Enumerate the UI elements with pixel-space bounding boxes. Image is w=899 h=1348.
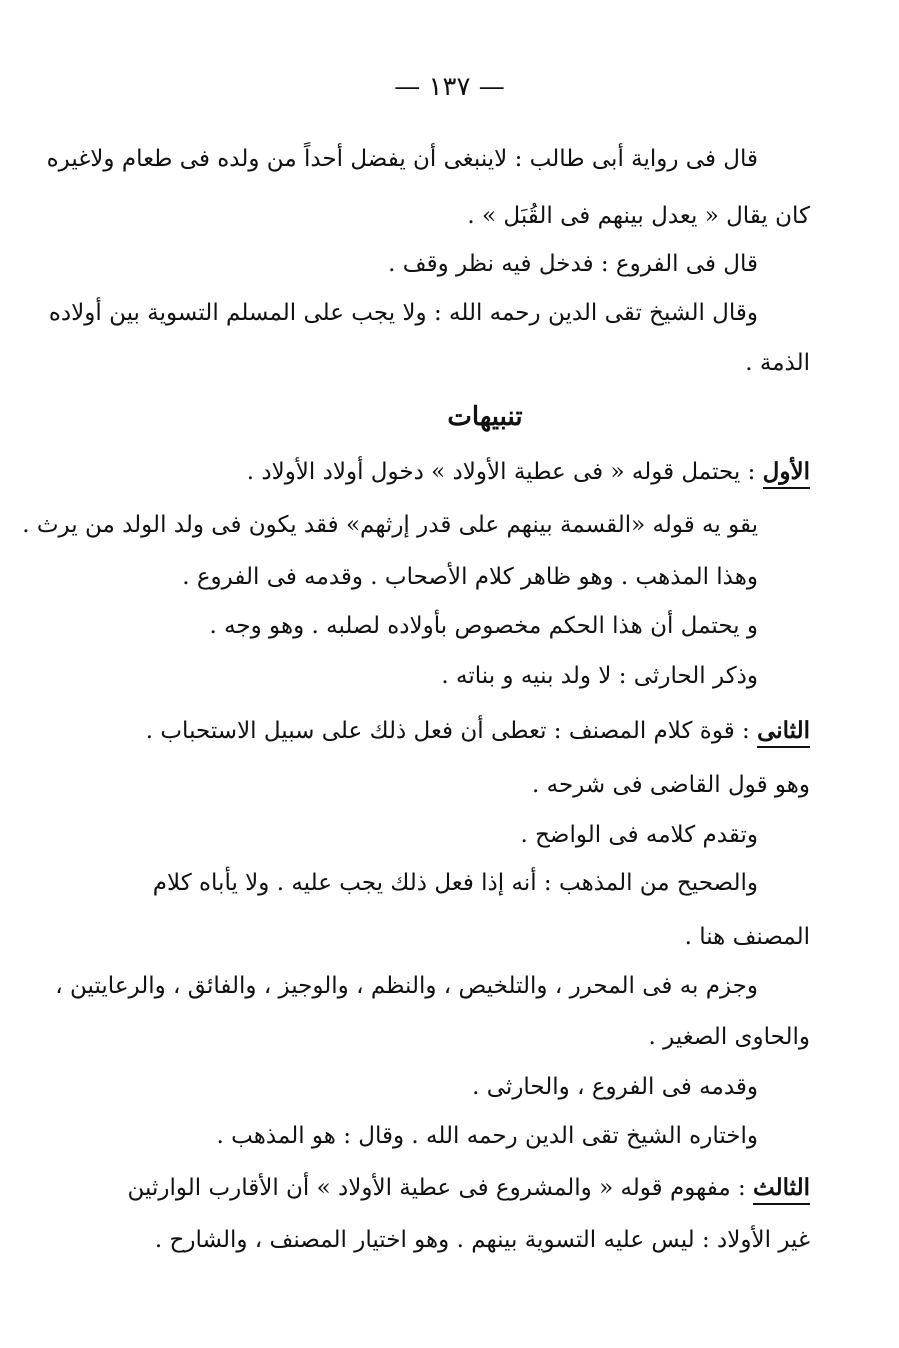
note-third-text: : مفهوم قوله « والمشروع فى عطية الأولاد » أن الأقارب الوارثين xyxy=(127,1175,754,1201)
note-label-first: الأول xyxy=(763,458,810,489)
note-second-text: : قوة كلام المصنف : تعطى أن فعل ذلك على سبيل الاستحباب . xyxy=(145,718,758,744)
paragraph-line: وقال الشيخ تقى الدين رحمه الله : ولا يجب على المسلم التسوية بين أولاده xyxy=(48,300,758,326)
paragraph-line: قال فى رواية أبى طالب : لاينبغى أن يفضل أحداً من ولده فى طعام ولاغيره xyxy=(46,146,758,172)
paragraph-line: وذكر الحارثى : لا ولد بنيه و بناته . xyxy=(441,663,758,689)
paragraph-line: وتقدم كلامه فى الواضح . xyxy=(520,822,758,848)
paragraph-line: كان يقال « يعدل بينهم فى القُبَل » . xyxy=(467,203,810,229)
note-third xyxy=(128,1174,811,1203)
paragraph-line: والحاوى الصغير . xyxy=(648,1024,810,1050)
paragraph-line: الذمة . xyxy=(745,350,810,376)
paragraph-line: وهذا المذهب . وهو ظاهر كلام الأصحاب . وقدمه فى الفروع . xyxy=(182,564,758,590)
paragraph-line: قال فى الفروع : فدخل فيه نظر وقف . xyxy=(388,251,758,277)
paragraph-line: وهو قول القاضى فى شرحه . xyxy=(532,772,810,798)
paragraph-line: و يحتمل أن هذا الحكم مخصوص بأولاده لصلبه . وهو وجه . xyxy=(209,613,758,639)
paragraph-line: يقو يه قوله «القسمة بينهم على قدر إرثهم» فقد يكون فى ولد الولد من يرث . xyxy=(22,512,758,538)
paragraph-line: واختاره الشيخ تقى الدين رحمه الله . وقال : هو المذهب . xyxy=(216,1123,758,1149)
paragraph-line: غير الأولاد : ليس عليه التسوية بينهم . وهو اختيار المصنف ، والشارح . xyxy=(154,1227,810,1253)
note-label-second: الثانى xyxy=(757,717,810,748)
note-first-text: : يحتمل قوله « فى عطية الأولاد » دخول أولاد الأولاد . xyxy=(246,459,763,485)
note-first xyxy=(247,458,810,487)
note-second xyxy=(146,717,810,746)
page-number: — ١٣٧ — xyxy=(394,72,505,102)
paragraph-line: المصنف هنا . xyxy=(684,924,810,950)
section-heading: تنبيهات xyxy=(447,402,523,432)
paragraph-line: وقدمه فى الفروع ، والحارثى . xyxy=(472,1074,758,1100)
paragraph-line: وجزم به فى المحرر ، والتلخيص ، والنظم ، والوجيز ، والفائق ، والرعايتين ، xyxy=(55,973,758,999)
note-label-third: الثالث xyxy=(753,1174,810,1205)
paragraph-line: والصحيح من المذهب : أنه إذا فعل ذلك يجب عليه . ولا يأباه كلام xyxy=(152,870,758,896)
